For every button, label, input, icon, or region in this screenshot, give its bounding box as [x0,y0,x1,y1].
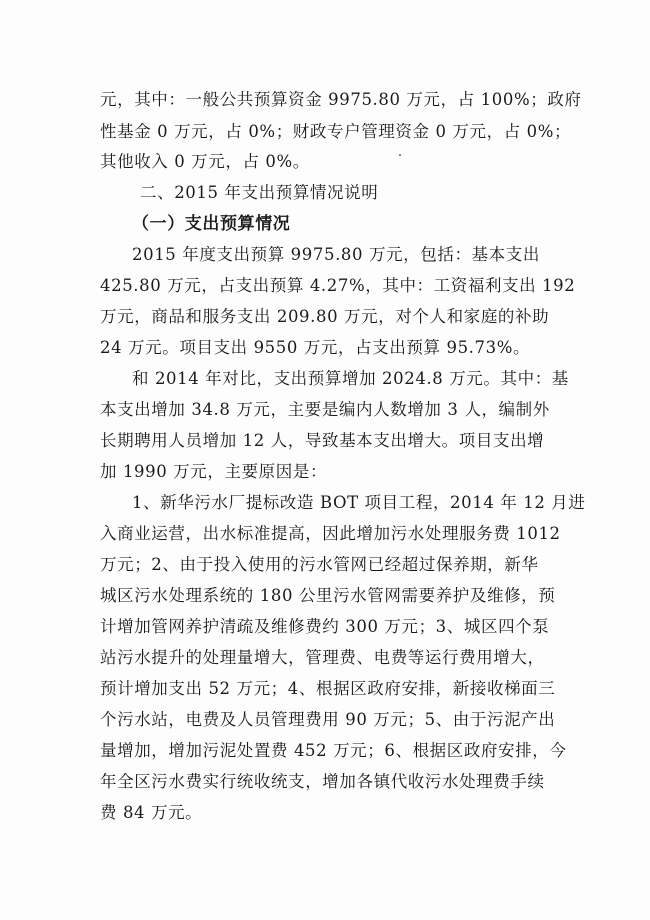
compare-line-4: 加 1990 万元，主要原因是： [100,462,328,481]
reasons-line-2: 入商业运营，出水标准提高，因此增加污水处理服务费 1012 [100,524,561,543]
subsection-heading: （一）支出预算情况 [132,214,291,234]
budget-line-1: 2015 年度支出预算 9975.80 万元，包括：基本支出 [132,245,540,264]
reasons-line-3: 万元；2、由于投入使用的污水管网已经超过保养期，新华 [100,555,539,574]
section-heading: 二、2015 年支出预算情况说明 [140,183,379,202]
budget-line-2: 425.80 万元，占支出预算 4.27%，其中：工资福利支出 192 [100,276,576,295]
compare-line-2: 本支出增加 34.8 万元，主要是编内人数增加 3 人，编制外 [100,400,550,419]
compare-line-1: 和 2014 年对比，支出预算增加 2024.8 万元。其中：基 [132,369,569,388]
scan-speck [399,154,401,156]
reasons-line-7: 预计增加支出 52 万元；4、根据区政府安排，新接收梯面三 [100,679,556,698]
compare-line-3: 长期聘用人员增加 12 人，导致基本支出增大。项目支出增 [100,431,545,450]
reasons-line-5: 计增加管网养护清疏及维修费约 300 万元；3、城区四个泵 [100,617,550,636]
reasons-line-9: 量增加，增加污泥处置费 452 万元；6、根据区政府安排，今 [100,741,567,760]
reasons-line-11: 费 84 万元。 [100,803,203,822]
reasons-line-4: 城区污水处理系统的 180 公里污水管网需要养护及维修，预 [100,586,556,605]
budget-line-3: 万元，商品和服务支出 209.80 万元，对个人和家庭的补助 [100,307,550,326]
intro-line-3: 其他收入 0 万元，占 0%。 [100,152,310,171]
reasons-line-1: 1、新华污水厂提标改造 BOT 项目工程，2014 年 12 月进 [132,493,586,512]
reasons-line-8: 个污水站，电费及人员管理费用 90 万元；5、由于污泥产出 [100,710,556,729]
intro-line-2: 性基金 0 万元，占 0%；财政专户管理资金 0 万元，占 0%； [100,122,572,141]
reasons-line-6: 站污水提升的处理量增大，管理费、电费等运行费用增大， [100,648,545,667]
reasons-line-10: 年全区污水费实行统收统支，增加各镇代收污水处理费手续 [100,772,545,791]
budget-line-4: 24 万元。项目支出 9550 万元，占支出预算 95.73%。 [100,338,531,357]
intro-line-1: 元，其中：一般公共预算资金 9975.80 万元，占 100%；政府 [100,90,582,109]
